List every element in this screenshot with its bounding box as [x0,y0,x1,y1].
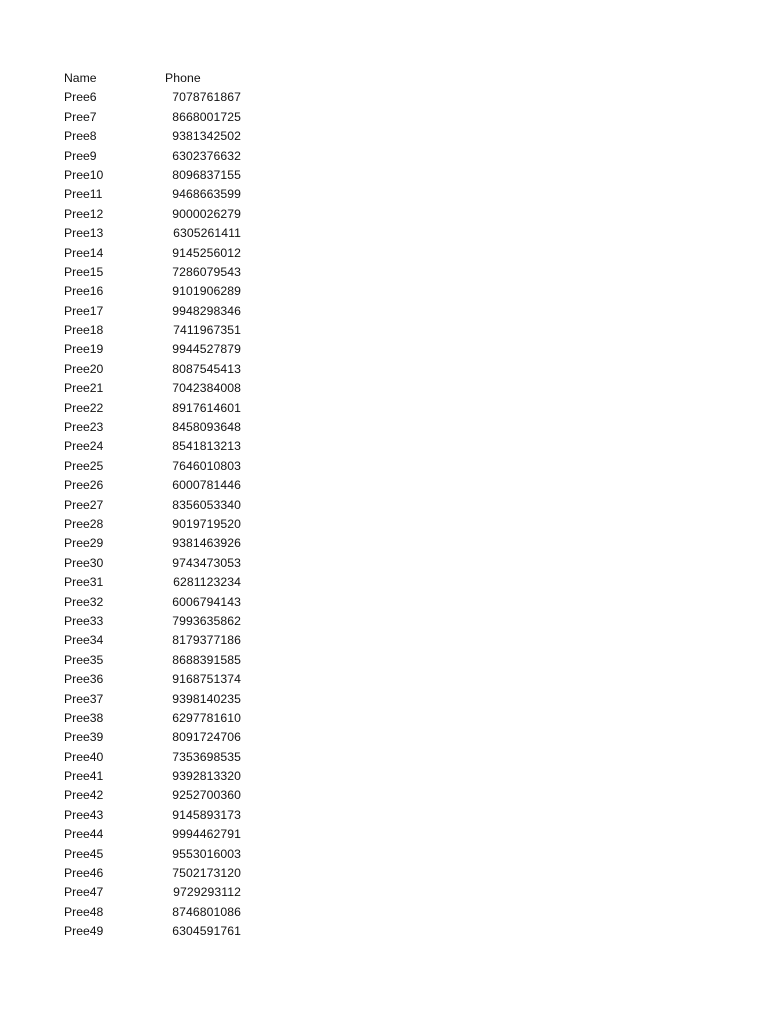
name-cell: Pree42 [64,788,104,803]
phone-cell: 8746801086 [172,904,241,919]
name-cell: Pree27 [64,497,104,512]
table-row [64,593,264,612]
table-row [64,360,264,379]
table-row [64,340,264,359]
phone-cell: 9019719520 [172,516,241,531]
phone-cell: 9398140235 [172,691,241,706]
name-cell: Pree24 [64,439,104,454]
phone-cell: 7993635862 [172,613,241,628]
phone-cell: 8668001725 [172,109,241,124]
phone-cell: 9553016003 [172,846,241,861]
table-row [64,922,264,941]
phone-cell: 9252700360 [172,788,241,803]
name-cell: Pree7 [64,109,97,124]
phone-cell: 7353698535 [172,749,241,764]
table-row [64,534,264,553]
table-row [64,690,264,709]
phone-cell: 7411967351 [173,323,241,338]
name-cell: Pree11 [64,187,103,202]
phone-cell: 9145893173 [172,807,241,822]
phone-cell: 9948298346 [172,303,241,318]
name-cell: Pree20 [64,361,104,376]
name-cell: Pree34 [64,633,104,648]
phone-cell: 7646010803 [172,458,241,473]
name-cell: Pree38 [64,710,104,725]
table-row [64,108,264,127]
table-row [64,437,264,456]
phone-cell: 8179377186 [172,633,241,648]
phone-cell: 9381463926 [172,536,241,551]
phone-cell: 8096837155 [172,167,241,182]
phone-cell: 9729293112 [173,885,241,900]
name-cell: Pree37 [64,691,104,706]
phone-cell: 7286079543 [172,264,241,279]
table-row [64,224,264,243]
name-cell: Pree30 [64,555,104,570]
column-header-name: Name [64,71,97,85]
name-cell: Pree45 [64,846,104,861]
phone-cell: 6006794143 [172,594,241,609]
table-row [64,302,264,321]
phone-cell: 9944527879 [172,342,241,357]
table-row [64,321,264,340]
name-cell: Pree41 [64,769,104,784]
table-row [64,554,264,573]
name-cell: Pree9 [64,148,97,163]
table-row [64,399,264,418]
table-row [64,496,264,515]
phone-cell: 7078761867 [172,90,241,105]
table-row [64,864,264,883]
phone-cell: 9145256012 [172,245,241,260]
phone-cell: 8688391585 [172,652,241,667]
table-row [64,786,264,805]
phone-cell: 7502173120 [172,866,241,881]
phone-cell: 9168751374 [172,672,241,687]
name-cell: Pree17 [64,303,104,318]
table-row [64,418,264,437]
phone-cell: 6000781446 [172,478,241,493]
phone-cell: 9743473053 [172,555,241,570]
phone-cell: 6304591761 [172,924,241,939]
name-cell: Pree33 [64,613,104,628]
phone-cell: 9000026279 [172,206,241,221]
name-cell: Pree6 [64,90,97,105]
name-cell: Pree36 [64,672,104,687]
name-cell: Pree47 [64,885,104,900]
phone-cell: 8356053340 [172,497,241,512]
name-cell: Pree26 [64,478,104,493]
table-row [64,573,264,592]
table-row [64,670,264,689]
name-cell: Pree44 [64,827,104,842]
table-row [64,631,264,650]
name-cell: Pree46 [64,866,104,881]
name-cell: Pree23 [64,420,104,435]
phone-cell: 9101906289 [172,284,241,299]
table-row [64,166,264,185]
table-row [64,883,264,902]
table-row [64,127,264,146]
table-body [64,88,264,941]
table-row [64,845,264,864]
phone-cell: 9468663599 [172,187,241,202]
table-row [64,244,264,263]
name-cell: Pree35 [64,652,104,667]
table-row [64,767,264,786]
table-row [64,728,264,747]
name-cell: Pree43 [64,807,104,822]
phone-cell: 9392813320 [172,769,241,784]
name-cell: Pree14 [64,245,104,260]
name-cell: Pree48 [64,904,104,919]
phone-cell: 8087545413 [172,361,241,376]
phone-cell: 8541813213 [172,439,241,454]
phone-cell: 6297781610 [172,710,241,725]
name-cell: Pree12 [64,206,104,221]
phone-cell: 8091724706 [172,730,241,745]
table-row [64,282,264,301]
table-row [64,515,264,534]
table-row [64,748,264,767]
phone-cell: 9994462791 [172,827,241,842]
table-row [64,476,264,495]
name-cell: Pree10 [64,167,104,182]
table-row [64,205,264,224]
name-cell: Pree31 [64,575,104,590]
name-cell: Pree15 [64,264,104,279]
table-row [64,825,264,844]
phone-cell: 9381342502 [172,129,241,144]
column-header-phone: Phone [165,71,201,85]
table-row [64,806,264,825]
table-row [64,457,264,476]
name-cell: Pree8 [64,129,97,144]
name-cell: Pree39 [64,730,104,745]
table-row [64,88,264,107]
table-row [64,903,264,922]
phone-cell: 7042384008 [172,381,241,396]
name-cell: Pree13 [64,226,104,241]
table-row [64,612,264,631]
table-row [64,185,264,204]
table-row [64,651,264,670]
table-row [64,709,264,728]
phone-cell: 6302376632 [172,148,241,163]
phone-cell: 6305261411 [173,226,241,241]
name-cell: Pree21 [64,381,104,396]
table-row [64,263,264,282]
phone-cell: 6281123234 [173,575,241,590]
table-row [64,379,264,398]
table-header-row [64,69,264,88]
contact-table [64,69,264,942]
phone-cell: 8917614601 [172,400,241,415]
name-cell: Pree28 [64,516,104,531]
name-cell: Pree32 [64,594,104,609]
phone-cell: 8458093648 [172,420,241,435]
name-cell: Pree16 [64,284,104,299]
name-cell: Pree49 [64,924,104,939]
name-cell: Pree19 [64,342,104,357]
name-cell: Pree40 [64,749,104,764]
name-cell: Pree29 [64,536,104,551]
name-cell: Pree18 [64,323,104,338]
name-cell: Pree22 [64,400,104,415]
name-cell: Pree25 [64,458,104,473]
table-row [64,147,264,166]
